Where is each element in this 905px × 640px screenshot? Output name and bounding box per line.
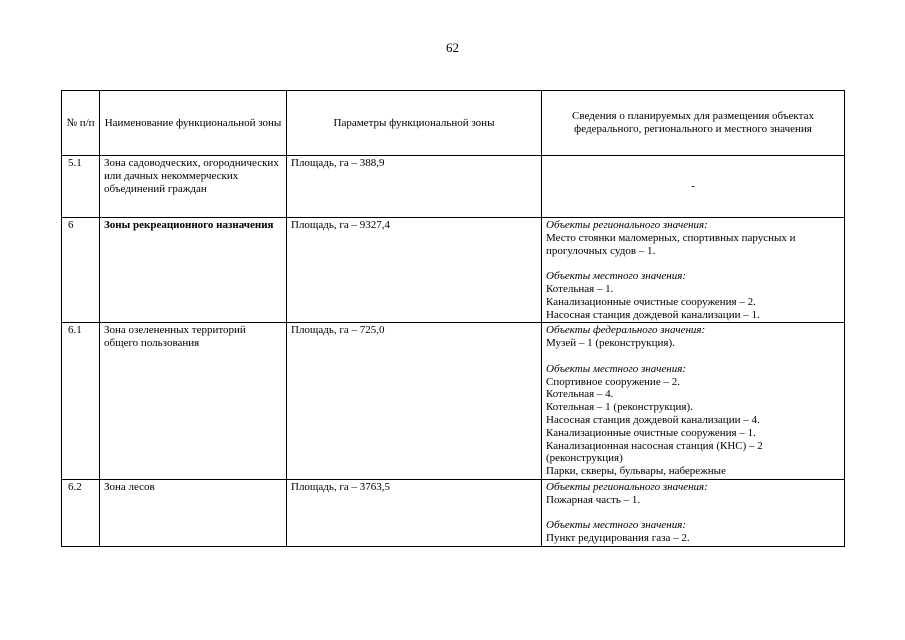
table-header-row: [62, 91, 845, 156]
object-item: Котельная – 4.: [546, 388, 614, 401]
object-item: Спортивное сооружение – 2.: [546, 375, 680, 388]
group-title: Объекты местного значения:: [546, 270, 686, 283]
zone-name: Зоны рекреационного назначения: [100, 218, 287, 323]
planned-objects: [542, 323, 845, 480]
planned-objects: [542, 218, 845, 323]
row-num: 6.2: [62, 479, 100, 546]
object-item: Канализационные очистные сооружения – 2.: [546, 295, 756, 308]
zones-table: [61, 90, 845, 547]
table-row: [62, 323, 845, 480]
planned-objects-empty: -: [542, 156, 845, 218]
group-title: Объекты местного значения:: [546, 362, 686, 375]
header-zone-name: Наименование функциональной зоны: [100, 91, 287, 156]
table-row: [62, 479, 845, 546]
zone-params: Площадь, га – 725,0: [287, 323, 542, 480]
header-planned-objects: Сведения о планируемых для размещения объектах федерального, регионального и местного значения: [542, 91, 845, 156]
object-item: Котельная – 1 (реконструкция).: [546, 401, 693, 414]
object-item: Насосная станция дождевой канализации – 4.: [546, 413, 760, 426]
group-title: Объекты местного значения:: [546, 519, 686, 532]
page-number: 62: [446, 40, 459, 55]
row-num: 6: [62, 218, 100, 323]
object-item: Котельная – 1.: [546, 282, 614, 295]
header-zone-params: Параметры функциональной зоны: [287, 91, 542, 156]
zone-params: Площадь, га – 9327,4: [287, 218, 542, 323]
object-item: Музей – 1 (реконструкция).: [546, 337, 675, 350]
zone-params: Площадь, га – 388,9: [287, 156, 542, 218]
header-num: № п/п: [62, 91, 100, 156]
zone-params: Площадь, га – 3763,5: [287, 479, 542, 546]
group-title: Объекты регионального значения:: [546, 219, 708, 231]
object-item: Пожарная часть – 1.: [546, 493, 641, 506]
table-row: [62, 156, 845, 218]
object-item: Пункт редуцирования газа – 2.: [546, 532, 690, 545]
zone-name: Зона озелененных территорий общего пользования: [100, 323, 287, 480]
planned-objects: [542, 479, 845, 546]
row-num: 6.1: [62, 323, 100, 480]
group-title: Объекты федерального значения:: [546, 324, 706, 337]
object-item: Канализационная насосная станция (КНС) – 2 (реконструкция): [546, 439, 763, 465]
zone-name: Зона садоводческих, огороднических или дачных некоммерческих объединений граждан: [100, 156, 287, 218]
group-title: Объекты регионального значения:: [546, 480, 708, 493]
zone-name: Зона лесов: [100, 479, 287, 546]
object-item: Место стоянки маломерных, спортивных парусных и прогулочных судов – 1.: [546, 231, 796, 257]
object-item: Парки, скверы, бульвары, набережные: [546, 465, 726, 478]
table-row: [62, 218, 845, 323]
object-item: Насосная станция дождевой канализации – 1.: [546, 308, 760, 321]
row-num: 5.1: [62, 156, 100, 218]
object-item: Канализационные очистные сооружения – 1.: [546, 426, 756, 439]
